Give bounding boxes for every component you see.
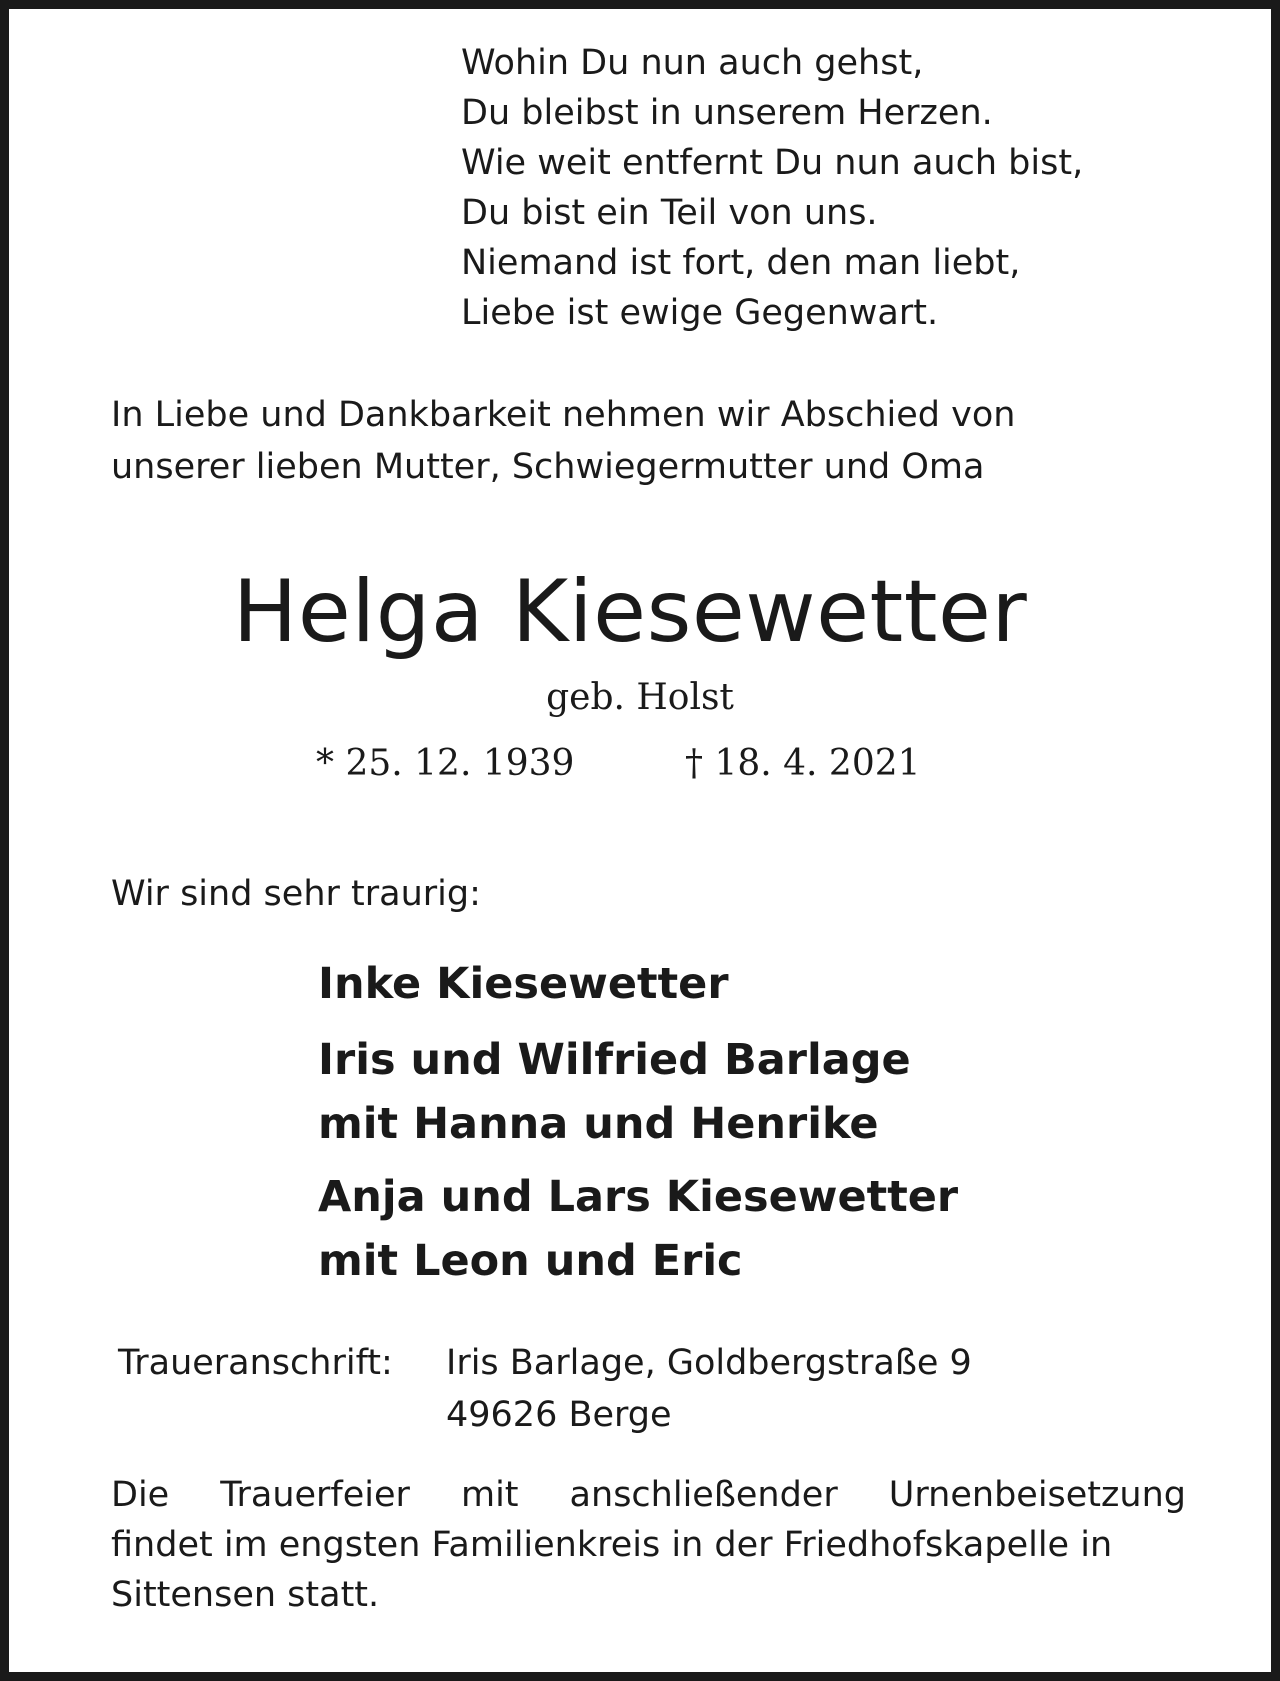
ceremony-info (111, 1470, 1186, 1620)
poem-line: Du bleibst in unserem Herzen. (461, 93, 993, 133)
family-line: mit Hanna und Henrike (318, 1099, 879, 1149)
family-line: Iris und Wilfried Barlage (318, 1035, 911, 1085)
address-label: Traueranschrift: (118, 1343, 393, 1383)
family-group (318, 1165, 958, 1293)
family-group (318, 952, 729, 1016)
family-line: Inke Kiesewetter (318, 959, 729, 1009)
family-line: Anja und Lars Kiesewetter (318, 1172, 959, 1222)
poem-line: Wohin Du nun auch gehst, (461, 43, 924, 83)
ceremony-line: Die Trauerfeier mit anschließender Urnenbeisetzung (111, 1475, 1186, 1515)
poem (461, 38, 1083, 338)
poem-line: Liebe ist ewige Gegenwart. (461, 293, 939, 333)
birth-date: * 25. 12. 1939 (316, 743, 575, 784)
maiden-name: geb. Holst (546, 677, 734, 718)
poem-line: Du bist ein Teil von uns. (461, 193, 878, 233)
family-line: mit Leon und Eric (318, 1236, 743, 1286)
farewell-intro (111, 389, 1015, 493)
intro-line: unserer lieben Mutter, Schwiegermutter und Oma (111, 447, 985, 487)
address-lines (446, 1337, 972, 1441)
ceremony-line: findet im engsten Familienkreis in der Friedhofskapelle in (111, 1525, 1113, 1565)
address-line: 49626 Berge (446, 1395, 672, 1435)
address-line: Iris Barlage, Goldbergstraße 9 (446, 1343, 972, 1383)
poem-line: Niemand ist fort, den man liebt, (461, 243, 1021, 283)
intro-line: In Liebe und Dankbarkeit nehmen wir Abschied von (111, 395, 1016, 435)
ceremony-line: Sittensen statt. (111, 1575, 380, 1615)
mourners-intro: Wir sind sehr traurig: (111, 874, 481, 914)
deceased-name: Helga Kiesewetter (232, 562, 1028, 662)
death-date: † 18. 4. 2021 (685, 743, 921, 784)
family-group (318, 1028, 911, 1156)
poem-line: Wie weit entfernt Du nun auch bist, (461, 143, 1084, 183)
